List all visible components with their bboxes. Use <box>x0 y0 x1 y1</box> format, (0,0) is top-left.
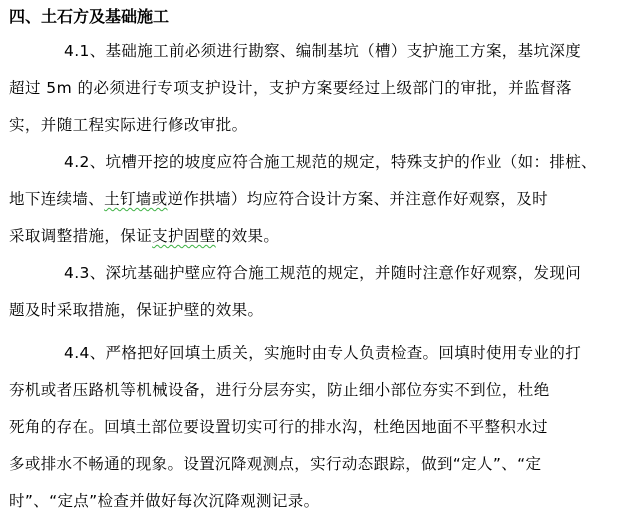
paragraph-4-4-line-4: 多或排水不畅通的现象。设置沉降观测点，实行动态跟踪，做到“定人”、“定 <box>9 455 542 473</box>
paragraph-4-2-line-3: 采取调整措施，保证支护固壁的效果。 <box>9 227 280 245</box>
paragraph-4-4-line-3: 死角的存在。回填土部位要设置切实可行的排水沟，杜绝因地面不平整积水过 <box>9 418 548 436</box>
paragraph-4-1-line-2: 超过 5m 的必须进行专项支护设计，支护方案要经过上级部门的审批，并监督落 <box>9 79 572 97</box>
spellcheck-mark: 土钉墙或 <box>104 190 168 208</box>
paragraph-4-4-line-2: 夯机或者压路机等机械设备，进行分层夯实，防止细小部位夯实不到位，杜绝 <box>9 381 550 399</box>
paragraph-4-2-line-1: 4.2、坑槽开挖的坡度应符合施工规范的规定，特殊支护的作业（如：排桩、 <box>64 153 597 171</box>
spellcheck-mark: 支护固壁 <box>152 227 216 245</box>
paragraph-4-2-line-2: 地下连续墙、土钉墙或逆作拱墙）均应符合设计方案、并注意作好观察，及时 <box>9 190 548 208</box>
paragraph-4-1-line-1: 4.1、基础施工前必须进行勘察、编制基坑（槽）支护施工方案，基坑深度 <box>64 42 582 60</box>
paragraph-4-4-line-1: 4.4、严格把好回填土质关，实施时由专人负责检查。回填时使用专业的打 <box>64 344 582 362</box>
paragraph-4-4-line-5: 时”、“定点”检查并做好每次沉降观测记录。 <box>9 492 320 510</box>
paragraph-4-1-line-3: 实，并随工程实际进行修改审批。 <box>9 116 248 134</box>
section-heading: 四、土石方及基础施工 <box>9 7 170 26</box>
paragraph-4-3-line-1: 4.3、深坑基础护壁应符合施工规范的规定，并随时注意作好观察，发现问 <box>64 264 582 282</box>
paragraph-4-3-line-2: 题及时采取措施，保证护壁的效果。 <box>9 301 264 319</box>
